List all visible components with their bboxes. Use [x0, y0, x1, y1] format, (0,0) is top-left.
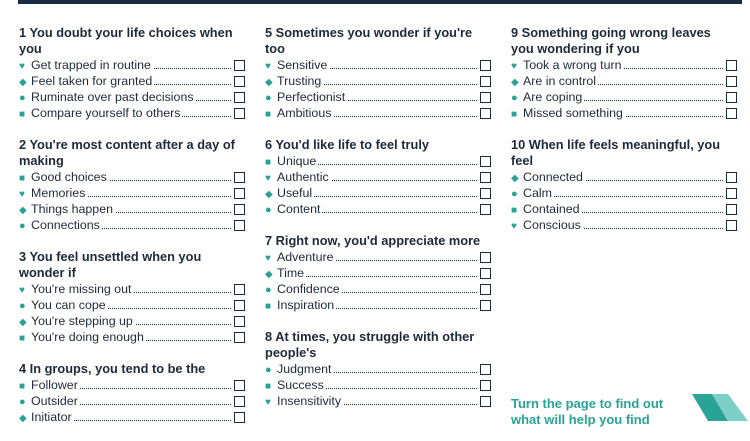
- answer-option[interactable]: [265, 169, 491, 185]
- answer-label: Conscious: [523, 218, 581, 232]
- answer-option[interactable]: [511, 201, 737, 217]
- answer-checkbox[interactable]: [726, 108, 737, 119]
- answer-option[interactable]: [265, 249, 491, 265]
- answer-label: Took a wrong turn: [523, 58, 622, 72]
- answer-label: Content: [277, 202, 321, 216]
- answer-checkbox[interactable]: [480, 284, 491, 295]
- answer-option[interactable]: [19, 393, 245, 409]
- question-block: [265, 137, 491, 217]
- answer-checkbox[interactable]: [234, 412, 245, 423]
- square-icon: ■: [19, 333, 26, 344]
- answer-label: Perfectionist: [277, 90, 346, 104]
- answer-option[interactable]: [265, 89, 491, 105]
- answer-option[interactable]: [511, 73, 737, 89]
- question-title: 3 You feel unsettled when you wonder if: [19, 249, 202, 280]
- answer-checkbox[interactable]: [726, 204, 737, 215]
- question-title: 7 Right now, you'd appreciate more: [265, 233, 481, 248]
- answer-checkbox[interactable]: [480, 252, 491, 263]
- answer-checkbox[interactable]: [726, 76, 737, 87]
- answer-checkbox[interactable]: [480, 380, 491, 391]
- answer-label: Feel taken for granted: [31, 74, 153, 88]
- circle-icon: ●: [265, 204, 272, 216]
- answer-label: Initiator: [31, 410, 72, 424]
- answer-option[interactable]: [265, 361, 491, 377]
- circle-icon: ●: [19, 220, 26, 232]
- answer-label: Judgment: [277, 362, 332, 376]
- answer-label: Adventure: [277, 250, 334, 264]
- answer-label: Get trapped in routine: [31, 58, 151, 72]
- answer-label: You're missing out: [31, 282, 132, 296]
- answer-label: Useful: [277, 186, 313, 200]
- square-icon: ■: [19, 109, 26, 120]
- diamond-icon: ◆: [265, 189, 273, 200]
- answer-label: Follower: [31, 378, 78, 392]
- answer-option[interactable]: [19, 377, 245, 393]
- answer-option[interactable]: [265, 73, 491, 89]
- answer-checkbox[interactable]: [480, 60, 491, 71]
- answer-option[interactable]: [19, 73, 245, 89]
- answer-option[interactable]: [265, 377, 491, 393]
- answer-checkbox[interactable]: [480, 76, 491, 87]
- circle-icon: ●: [265, 92, 272, 104]
- circle-icon: ●: [511, 188, 518, 200]
- answer-option[interactable]: [511, 105, 737, 121]
- square-icon: ■: [265, 381, 272, 392]
- answer-label: Authentic: [277, 170, 329, 184]
- answer-checkbox[interactable]: [234, 172, 245, 183]
- answer-checkbox[interactable]: [480, 108, 491, 119]
- heart-icon: ♥: [19, 285, 25, 296]
- question-title: 2 You're most content after a day of making: [19, 137, 235, 168]
- turn-page-prompt: Turn the page to find out what will help you find: [511, 396, 664, 427]
- square-icon: ■: [265, 109, 272, 120]
- answer-label: Outsider: [31, 394, 78, 408]
- question-title: 10 When life feels meaningful, you feel: [511, 137, 721, 168]
- question-block: [265, 233, 491, 313]
- answer-label: You're stepping up: [31, 314, 133, 328]
- answer-checkbox[interactable]: [234, 284, 245, 295]
- square-icon: ■: [511, 205, 518, 216]
- answer-label: Memories: [31, 186, 86, 200]
- answer-label: Connections: [31, 218, 100, 232]
- circle-icon: ●: [19, 300, 26, 312]
- answer-option[interactable]: [511, 57, 737, 73]
- answer-checkbox[interactable]: [480, 156, 491, 167]
- heart-icon: ♥: [19, 189, 25, 200]
- answer-checkbox[interactable]: [480, 172, 491, 183]
- answer-label: Ruminate over past decisions: [31, 90, 194, 104]
- answer-label: Ambitious: [277, 106, 332, 120]
- circle-icon: ●: [19, 396, 26, 408]
- answer-checkbox[interactable]: [234, 380, 245, 391]
- answer-label: Are in control: [523, 74, 597, 88]
- answer-option[interactable]: [19, 281, 245, 297]
- answer-label: Good choices: [31, 170, 107, 184]
- answer-label: You're doing enough: [31, 330, 144, 344]
- answer-option[interactable]: [265, 297, 491, 313]
- circle-icon: ●: [265, 364, 272, 376]
- answer-checkbox[interactable]: [480, 396, 491, 407]
- answer-label: Unique: [277, 154, 317, 168]
- answer-checkbox[interactable]: [234, 108, 245, 119]
- answer-option[interactable]: [265, 185, 491, 201]
- answer-option[interactable]: [265, 393, 491, 409]
- answer-option[interactable]: [19, 169, 245, 185]
- answer-checkbox[interactable]: [234, 396, 245, 407]
- answer-label: Calm: [523, 186, 552, 200]
- answer-label: Time: [277, 266, 305, 280]
- answer-option[interactable]: [265, 201, 491, 217]
- heart-icon: ♥: [511, 61, 517, 72]
- answer-label: You can cope: [31, 298, 106, 312]
- answer-checkbox[interactable]: [234, 60, 245, 71]
- answer-option[interactable]: [511, 217, 737, 233]
- heart-icon: ♥: [265, 397, 271, 408]
- question-title: 6 You'd like life to feel truly: [265, 137, 429, 152]
- answer-checkbox[interactable]: [480, 204, 491, 215]
- question-title: 8 At times, you struggle with other people's: [265, 329, 475, 360]
- question-block: [265, 25, 491, 121]
- answer-label: Contained: [523, 202, 580, 216]
- answer-option[interactable]: [19, 185, 245, 201]
- answer-label: Insensitivity: [277, 394, 342, 408]
- heart-icon: ♥: [265, 253, 271, 264]
- question-block: [19, 361, 245, 425]
- circle-icon: ●: [19, 92, 26, 104]
- answer-option[interactable]: [19, 329, 245, 345]
- answer-label: Trusting: [277, 74, 322, 88]
- answer-label: Success: [277, 378, 324, 392]
- answer-option[interactable]: [19, 409, 245, 425]
- question-title: 1 You doubt your life choices when you: [19, 25, 233, 56]
- diamond-icon: ◆: [511, 173, 519, 184]
- heart-icon: ♥: [19, 61, 25, 72]
- question-title: 4 In groups, you tend to be the: [19, 361, 206, 376]
- square-icon: ■: [19, 173, 26, 184]
- arrow-chevrons-icon: [690, 392, 750, 422]
- square-icon: ■: [19, 381, 26, 392]
- answer-checkbox[interactable]: [234, 188, 245, 199]
- answer-option[interactable]: [19, 105, 245, 121]
- question-block: [265, 329, 491, 409]
- square-icon: ■: [265, 157, 272, 168]
- top-rule: [18, 0, 742, 4]
- heart-icon: ♥: [265, 173, 271, 184]
- answer-label: Are coping: [523, 90, 583, 104]
- answer-option[interactable]: [265, 281, 491, 297]
- answer-checkbox[interactable]: [234, 76, 245, 87]
- answer-checkbox[interactable]: [234, 204, 245, 215]
- answer-option[interactable]: [511, 185, 737, 201]
- column-2: [265, 25, 491, 425]
- answer-label: Connected: [523, 170, 583, 184]
- heart-icon: ♥: [511, 221, 517, 232]
- answer-checkbox[interactable]: [480, 364, 491, 375]
- question-title: 9 Something going wrong leaves you wondering if you: [511, 25, 711, 56]
- answer-label: Sensitive: [277, 58, 328, 72]
- column-3: [511, 25, 737, 249]
- question-block: [511, 137, 737, 233]
- answer-checkbox[interactable]: [480, 188, 491, 199]
- answer-option[interactable]: [511, 169, 737, 185]
- diamond-icon: ◆: [19, 77, 27, 88]
- heart-icon: ♥: [265, 61, 271, 72]
- diamond-icon: ◆: [19, 413, 27, 424]
- answer-option[interactable]: [19, 201, 245, 217]
- answer-label: Compare yourself to others: [31, 106, 181, 120]
- answer-checkbox[interactable]: [480, 300, 491, 311]
- answer-checkbox[interactable]: [234, 316, 245, 327]
- diamond-icon: ◆: [511, 77, 519, 88]
- question-block: [19, 25, 245, 121]
- diamond-icon: ◆: [19, 317, 27, 328]
- answer-checkbox[interactable]: [726, 92, 737, 103]
- answer-checkbox[interactable]: [726, 220, 737, 231]
- circle-icon: ●: [511, 92, 518, 104]
- answer-label: Missed something: [523, 106, 623, 120]
- answer-option[interactable]: [19, 57, 245, 73]
- answer-checkbox[interactable]: [234, 92, 245, 103]
- answer-checkbox[interactable]: [480, 92, 491, 103]
- answer-label: Inspiration: [277, 298, 335, 312]
- circle-icon: ●: [265, 284, 272, 296]
- answer-option[interactable]: [265, 153, 491, 169]
- column-1: [19, 25, 245, 441]
- answer-checkbox[interactable]: [726, 60, 737, 71]
- answer-option[interactable]: [19, 89, 245, 105]
- question-block: [19, 249, 245, 345]
- answer-checkbox[interactable]: [234, 332, 245, 343]
- answer-option[interactable]: [265, 265, 491, 281]
- answer-checkbox[interactable]: [480, 268, 491, 279]
- answer-checkbox[interactable]: [234, 220, 245, 231]
- question-block: [511, 25, 737, 121]
- answer-option[interactable]: [19, 297, 245, 313]
- answer-label: Confidence: [277, 282, 340, 296]
- answer-label: Things happen: [31, 202, 113, 216]
- answer-checkbox[interactable]: [726, 188, 737, 199]
- diamond-icon: ◆: [265, 269, 273, 280]
- answer-option[interactable]: [265, 57, 491, 73]
- answer-option[interactable]: [19, 217, 245, 233]
- answer-option[interactable]: [19, 313, 245, 329]
- question-title: 5 Sometimes you wonder if you're too: [265, 25, 473, 56]
- square-icon: ■: [265, 301, 272, 312]
- answer-checkbox[interactable]: [726, 172, 737, 183]
- answer-checkbox[interactable]: [234, 300, 245, 311]
- answer-option[interactable]: [265, 105, 491, 121]
- diamond-icon: ◆: [265, 77, 273, 88]
- diamond-icon: ◆: [19, 205, 27, 216]
- question-block: [19, 137, 245, 233]
- answer-option[interactable]: [511, 89, 737, 105]
- square-icon: ■: [511, 109, 518, 120]
